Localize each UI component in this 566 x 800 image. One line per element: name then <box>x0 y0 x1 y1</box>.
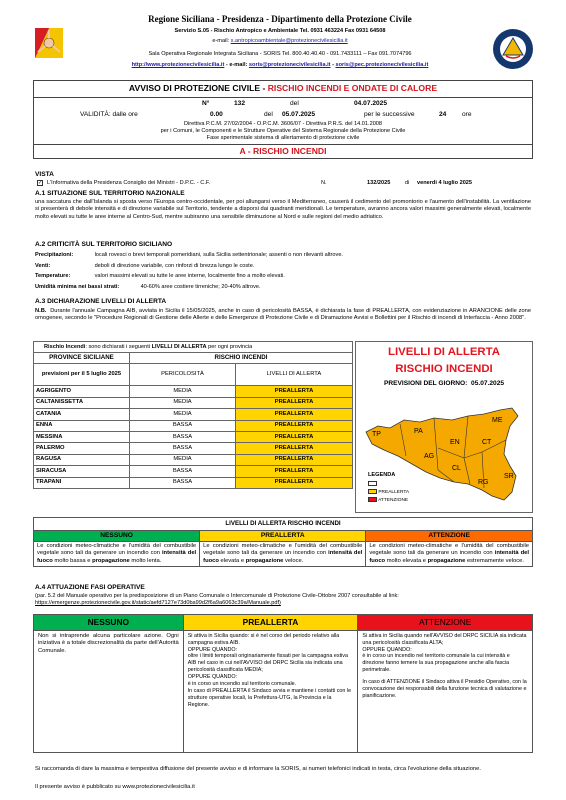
hours: 24 <box>439 110 447 118</box>
a2-label: Venti: <box>35 263 51 269</box>
alert-levels-table <box>33 517 533 567</box>
province-rows <box>34 386 353 489</box>
website-link[interactable]: http://www.protezionecivilesicilia.it <box>131 62 225 69</box>
email-label: e-mail: <box>212 38 231 45</box>
from-date: 05.07.2025 <box>282 110 316 118</box>
a1-text: una saccatura che dall'Islanda si sposta verso l'Europa centro-occidentale, per poi allungarsi verso il Mediterraneo, causerà il cedimento del promontorio e l'aumento dell'instabilità. La ventilazione si presenterà di debole intensità e di direzione variabile sul Territorio, tendente a disporsi dai quadranti meridionali. Le temperature, avranno ancora valori massimi generalmente elevati, localmente molto elevati su tutte le aree interne al Centro-Sud, mentre subiranno una sensibile diminuzione al Nord e sulle regioni del medio adriatico. <box>35 199 531 220</box>
alert-level-cell: PREALLERTA <box>236 443 353 454</box>
protezione-civile-logo <box>492 28 534 70</box>
legend-label: ATTENZIONE <box>378 497 409 503</box>
directive-line: per i Comuni, le Componenti e le Strutture Operative del Sistema Regionale della Protezione Civile <box>160 127 406 134</box>
validity-row <box>34 109 532 120</box>
levels-table-caption: LIVELLI DI ALLERTA RISCHIO INCENDI <box>34 518 533 531</box>
a2-row <box>35 284 261 291</box>
desc-bold: propagazione <box>245 557 284 564</box>
alert-level-cell: PREALLERTA <box>236 409 353 420</box>
province-name: PALERMO <box>34 443 130 454</box>
operational-phases-table <box>33 614 533 753</box>
service-email-link[interactable]: s.antropicoambientale@protezionecivilesicilia.it <box>230 38 348 45</box>
pericolosita-cell: BASSA <box>130 466 236 477</box>
phase-line: è in corso un incendio sul territorio comunale. <box>187 681 297 688</box>
a4-note <box>35 593 531 608</box>
legend-swatch <box>368 489 377 494</box>
ore-label: ore <box>462 110 472 118</box>
vista-text: L'Informativa della Presidenza Consiglio dei Ministri - D.P.C. - C.F. <box>47 180 211 186</box>
table-row <box>34 431 353 442</box>
per-label: per le successive <box>364 110 415 118</box>
a4-note-text: (par. 5.2 del Manuale operativo per la predisposizione di un Piano Comunale o Intercomunale di Protezione Civile-Ottobre 2007 consultabile al link: <box>35 593 399 599</box>
pericolosita-cell: MEDIA <box>130 454 236 465</box>
forecast-label: PREVISIONI DEL GIORNO: <box>383 380 468 388</box>
map-label-pa: PA <box>414 428 423 435</box>
notice-number-row <box>34 98 532 109</box>
panel-title-1: LIVELLI DI ALLERTA <box>388 346 500 358</box>
alert-level-cell: PREALLERTA <box>236 477 353 488</box>
a2-value: locali rovesci o brevi temporali pomeridiani, sulla Sicilia settentrionale; assenti o non rilevanti altrove. <box>94 252 343 258</box>
directive-line: Fase sperimentale sistema di allertamento di protezione civile <box>206 134 360 141</box>
province-alert-table <box>33 341 353 489</box>
a2-value: valori massimi elevati su tutte le aree interne, localmente fino a molto elevati. <box>94 273 285 279</box>
province-name: CATANIA <box>34 409 130 420</box>
footer-recommendation: Si raccomanda di dare la massima e tempestiva diffusione del presente avviso e di informare la SORIS, ai numeri telefonici indicati in testa, circa l'evoluzione della situazione. <box>35 766 481 772</box>
header-email-line <box>70 38 490 45</box>
legend-swatch <box>368 497 377 502</box>
alert-level-cell: PREALLERTA <box>236 386 353 397</box>
header-title: Regione Siciliana - Presidenza - Dipartimento della Protezione Civile <box>148 14 412 24</box>
caption-pre: Rischio Incendi <box>44 343 86 350</box>
desc-text: Le condizioni meteo-climatiche e l'umidità del combustibile vegetale sono tali da generare un incendio con <box>369 542 529 557</box>
forecast-line <box>356 380 532 388</box>
map-label-tp: TP <box>372 431 381 438</box>
a2-value: 40-60% aree costiere tirreniche; 20-40% altrove. <box>140 284 261 290</box>
province-name: AGRIGENTO <box>34 386 130 397</box>
footer-publication: Il presente avviso è pubblicato su www.protezionecivilesicilia.it <box>35 784 195 790</box>
phase-attenzione-header: ATTENZIONE <box>358 615 533 631</box>
table-row <box>34 386 353 397</box>
phase-attenzione-text <box>358 630 533 752</box>
a2-label: Temperature: <box>35 273 71 279</box>
map-label-sr: SR <box>504 473 514 480</box>
legend-item <box>368 481 409 489</box>
del-label: del <box>290 99 299 107</box>
desc-bold: intensità del fuoco <box>369 550 529 564</box>
alert-level-cell: PREALLERTA <box>236 420 353 431</box>
table-row <box>34 409 353 420</box>
phase-name: NESSUNO <box>87 617 130 627</box>
table-row <box>34 466 353 477</box>
checkbox-icon: ✓ <box>38 180 43 186</box>
map-label-ct: CT <box>482 439 492 446</box>
level-preallerta-header: PREALLERTA <box>200 530 366 541</box>
pericolosita-cell: BASSA <box>130 443 236 454</box>
from-time: 0.00 <box>210 110 223 118</box>
desc-text: elevata e <box>218 557 246 564</box>
phase-line: OPPURE QUANDO: <box>187 646 238 653</box>
phase-line: OPPURE QUANDO: <box>187 674 238 681</box>
map-label-ag: AG <box>424 453 435 460</box>
pericolosita-cell: MEDIA <box>130 386 236 397</box>
directives <box>34 120 532 144</box>
legend-label: PREALLERTA <box>378 489 410 495</box>
directive-line: Direttiva P.C.M. 27/02/2004 - O.P.C.M. 3606/07 - Direttiva P.R.S. del 14.01.2008 <box>183 120 383 127</box>
province-table-caption <box>34 342 353 353</box>
table-row <box>34 454 353 465</box>
a1-heading: A.1 SITUAZIONE SUL TERRITORIO NAZIONALE <box>35 190 185 197</box>
pericolosita-cell: MEDIA <box>130 397 236 408</box>
forecast-date: 05.07.2025 <box>471 380 505 388</box>
a2-label: Umidità minima nei bassi strati: <box>35 284 120 290</box>
phase-preallerta-text <box>183 630 358 752</box>
validita-label: VALIDITÀ: dalle ore <box>80 110 138 118</box>
title-box <box>33 80 533 159</box>
col-livelli: LIVELLI DI ALLERTA <box>236 364 353 386</box>
table-row <box>34 397 353 408</box>
caption-bold: LIVELLI DI ALLERTA <box>151 343 207 350</box>
province-name: RAGUSA <box>34 454 130 465</box>
vista-di-label: di <box>405 180 410 186</box>
table-row <box>34 477 353 488</box>
level-preallerta-desc <box>200 541 366 566</box>
province-name: SIRACUSA <box>34 466 130 477</box>
desc-text: molto bassa e <box>52 557 93 564</box>
pericolosita-cell: MEDIA <box>130 409 236 420</box>
desc-bold: intensità del fuoco <box>203 550 363 564</box>
level-attenzione-header: ATTENZIONE <box>366 530 533 541</box>
panel-title-2: RISCHIO INCENDI <box>395 362 493 375</box>
phase-preallerta-header <box>183 615 358 631</box>
phase-line: oltre i limiti temporali originariamente fissati per la campagna estiva AIB nel caso in cui nell'AVVISO del DRPC Sicilia sia indicata una pericolosità classificata MEDIA; <box>187 653 348 674</box>
desc-text: Le condizioni meteo-climatiche e l'umidità del combustibile vegetale sono tali da generare un incendio con <box>203 542 363 557</box>
map-label-rg: RG <box>478 479 489 486</box>
header <box>30 14 536 86</box>
soris-pec-link[interactable]: soris@pec.protezionecivilesicilia.it <box>335 62 429 69</box>
alert-level-cell: PREALLERTA <box>236 454 353 465</box>
phase-line: Si attiva in Sicilia quando nell'AVVISO del DRPC SICILIA sia indicata una pericolosità classificata ALTA; <box>362 632 527 646</box>
header-web-line <box>70 62 490 69</box>
vista-n-value: 132/2025 <box>367 180 391 186</box>
map-label-en: EN <box>450 439 460 446</box>
legend-item <box>368 497 409 505</box>
level-attenzione-desc <box>366 541 533 566</box>
vista-row <box>35 180 531 190</box>
province-name: TRAPANI <box>34 477 130 488</box>
manual-link[interactable]: https://emergenze.protezionecivile.gov.it/static/aefd7127e73d0ba99d2f6a9a6063c39a/Manuale.pdf) <box>35 600 281 607</box>
vista-n-label: N. <box>321 180 327 186</box>
col-rischio: RISCHIO INCENDI <box>130 353 353 364</box>
desc-bold: propagazione <box>92 557 130 564</box>
table-row <box>34 443 353 454</box>
notice-title <box>34 81 532 98</box>
alert-level-cell: PREALLERTA <box>236 397 353 408</box>
province-name: ENNA <box>34 420 130 431</box>
phase-line: In caso di PREALLERTA il Sindaco avvia e mantiene i contatti con le strutture operative locali, la Prefettura-UTG, la Provincia e la Regione. <box>187 688 352 708</box>
table-row <box>34 420 353 431</box>
n-label: N° <box>202 99 210 107</box>
province-name: CALTANISSETTA <box>34 397 130 408</box>
title-red: RISCHIO INCENDI E ONDATE DI CALORE <box>267 83 438 93</box>
del-value: 04.07.2025 <box>354 99 388 107</box>
desc-text: estremamente veloce. <box>465 557 524 564</box>
desc-text: molto elevata e <box>385 557 428 564</box>
a4-heading: A.4 ATTUAZIONE FASI OPERATIVE <box>35 584 145 591</box>
header-service: Servizio S.05 - Rischio Antropico e Ambientale Tel. 0931 463224 Fax 0931 64508 <box>174 28 386 35</box>
desc-bold: intensità del fuoco <box>37 550 197 564</box>
col-pericolosita: PERICOLOSITÀ <box>130 364 236 386</box>
header-text <box>70 14 490 69</box>
caption-post: per ogni provincia <box>206 343 253 350</box>
a2-value: deboli di direzione variabile, con rinforzi di brezza lungo le coste. <box>94 263 255 269</box>
map-label-me: ME <box>492 417 503 424</box>
legend-item <box>368 489 409 497</box>
a2-heading: A.2 CRITICITÀ SUL TERRITORIO SICILIANO <box>35 241 173 248</box>
desc-text: veloce. <box>283 557 304 564</box>
header-soris: Sala Operativa Regionale Integrata Siciliana - SORIS Tel. 800.40.40.40 - 091.7433111 – Fax 091.7074796 <box>148 51 412 58</box>
pericolosita-cell: BASSA <box>130 431 236 442</box>
del2-label: del <box>264 110 273 118</box>
col-province-sub: previsioni per il 5 luglio 2025 <box>34 364 130 386</box>
sep: - <box>330 62 336 69</box>
alert-level-cell: PREALLERTA <box>236 466 353 477</box>
sep: - e-mail: <box>224 62 249 69</box>
phase-name: PREALLERTA <box>242 617 299 627</box>
legend-swatch <box>368 481 377 486</box>
sicily-coat-of-arms-logo <box>32 26 66 60</box>
nb-label: N.B. <box>35 308 47 314</box>
a2-row <box>35 263 254 270</box>
level-nessuno-desc <box>34 541 200 566</box>
caption-mid: : sono dichiarati i seguenti <box>85 343 152 350</box>
phase-nessuno-text: Non si intraprende alcuna particolare azione. Ogni iniziativa è a totale discrezionalità da parte dell'Autorità Comunale. <box>34 630 184 752</box>
phase-line: In caso di ATTENZIONE il Sindaco attiva il Presidio Operativo, con la convocazione dei responsabili della funzione tecnica di valutazione e pianificazione. <box>362 679 527 699</box>
pericolosita-cell: BASSA <box>130 477 236 488</box>
desc-text: Le condizioni meteo-climatiche e l'umidità del combustibile vegetale sono tali da generare un incendio con <box>37 542 197 557</box>
alert-map-panel <box>355 341 533 513</box>
a3-text <box>35 308 531 323</box>
a2-label: Precipitazioni: <box>35 252 74 258</box>
phase-line: è in corso un incendio nel territorio comunale la cui intensità e direzione fanno temere la sua propagazione anche alla fascia perimetrale. <box>362 653 510 674</box>
a2-row <box>35 252 343 259</box>
phase-line: Si attiva in Sicilia quando: si è nel corso del periodo relativo alla campagna estiva AIB. <box>187 632 340 646</box>
pericolosita-cell: BASSA <box>130 420 236 431</box>
soris-email-link[interactable]: soris@protezionecivilesicilia.it <box>248 62 331 69</box>
legend-title: LEGENDA <box>368 472 396 478</box>
phase-nessuno-header <box>34 615 184 631</box>
col-province: PROVINCE SICILIANE <box>34 353 130 364</box>
phase-line: OPPURE QUANDO: <box>362 646 412 653</box>
map-label-cl: CL <box>452 465 461 472</box>
level-nessuno-header: NESSUNO <box>34 530 200 541</box>
province-name: MESSINA <box>34 431 130 442</box>
section-a-title: A - RISCHIO INCENDI <box>34 144 532 159</box>
title-black: AVVISO DI PROTEZIONE CIVILE - <box>128 83 268 93</box>
vista-heading: VISTA <box>35 171 54 178</box>
desc-bold: propagazione <box>427 557 466 564</box>
a3-body: Durante l'annuale Campagna AIB, avviata in Sicilia il 15/05/2025, anche in caso di pericolosità BASSA, è dichiarata la fase di PREALLERTA, con evidenziazione in ARANCIONE delle zone omogenee, secondo le "Procedure Regionali di Gestione delle Allerte e delle Emergenze di Protezione Civile e di Diramazione Avvisi e Bollettini per il Rischio di incendi di Interfaccia - Anno 2008". <box>35 308 531 322</box>
a2-row <box>35 273 285 280</box>
n-value: 132 <box>234 99 246 107</box>
a3-heading: A.3 DICHIARAZIONE LIVELLI DI ALLERTA <box>35 298 167 305</box>
alert-level-cell: PREALLERTA <box>236 431 353 442</box>
desc-text: molto lenta. <box>129 557 162 564</box>
vista-date: venerdi 4 luglio 2025 <box>417 180 473 186</box>
legend <box>368 481 409 505</box>
